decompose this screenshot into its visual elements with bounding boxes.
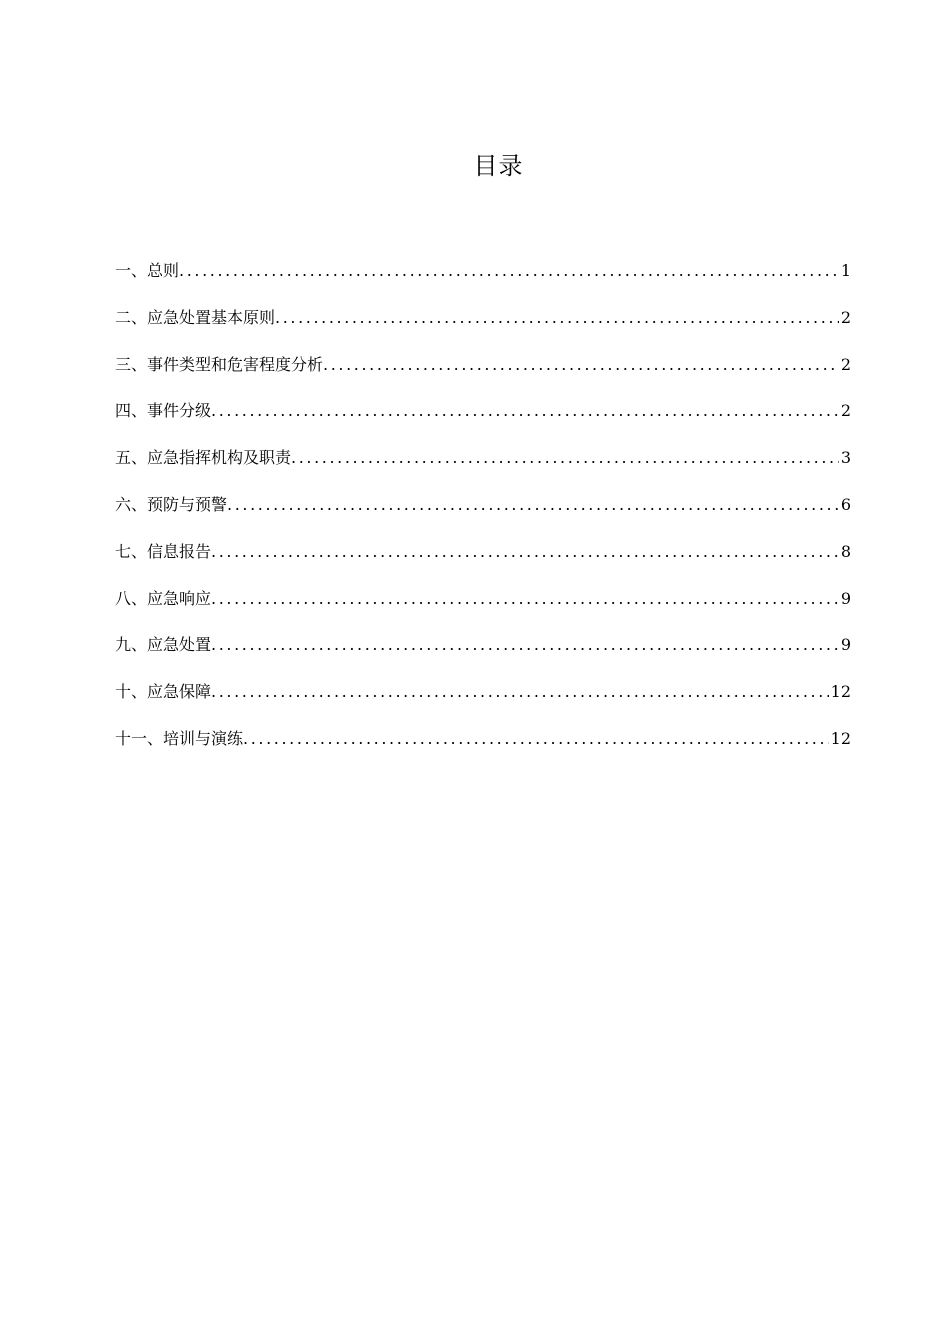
toc-entry-label: 三、事件类型和危害程度分析 (115, 354, 324, 374)
page-title: 目录 (473, 152, 524, 180)
toc-page-number: 2 (840, 307, 851, 327)
toc-entry-basic-principles[interactable] (115, 305, 851, 352)
toc-entry-label: 八、应急响应 (115, 588, 212, 608)
toc-page-number: 1 (840, 261, 851, 280)
toc-entry-label: 十、应急保障 (115, 682, 212, 702)
toc-dot-leader (179, 258, 839, 284)
toc-entry-event-grading[interactable] (115, 398, 851, 445)
toc-page-number: 9 (840, 635, 851, 655)
toc-page-number: 8 (840, 541, 851, 561)
toc-entry-label: 四、事件分级 (115, 401, 212, 421)
toc-page-number: 6 (840, 494, 851, 514)
toc-entry-training-drills[interactable] (115, 726, 851, 773)
toc-dot-leader (291, 445, 839, 471)
toc-entry-label: 五、应急指挥机构及职责 (115, 448, 292, 468)
toc-dot-leader (275, 305, 839, 331)
toc-entry-label: 十一、培训与演练 (115, 728, 244, 748)
toc-entry-label: 九、应急处置 (115, 635, 212, 655)
toc-dot-leader (323, 352, 839, 378)
toc-entry-label: 六、预防与预警 (115, 494, 228, 514)
toc-page-number: 3 (840, 448, 851, 468)
toc-entry-emergency-handling[interactable] (115, 632, 851, 679)
toc-entry-label: 七、信息报告 (115, 541, 212, 561)
toc-entry-label: 二、应急处置基本原则 (115, 307, 276, 327)
toc-page-number: 2 (840, 401, 851, 421)
toc-dot-leader (211, 679, 829, 705)
toc-dot-leader (211, 539, 839, 565)
toc-dot-leader (243, 726, 829, 752)
toc-entry-prevention-warning[interactable] (115, 492, 851, 539)
toc-entry-information-reporting[interactable] (115, 539, 851, 586)
toc-page-number: 12 (830, 682, 851, 702)
toc-dot-leader (211, 398, 839, 424)
toc-entry-emergency-support[interactable] (115, 679, 851, 726)
toc-entry-emergency-response[interactable] (115, 586, 851, 633)
toc-entry-command-structure[interactable] (115, 445, 851, 492)
toc-page-number: 12 (830, 728, 851, 748)
toc-dot-leader (227, 492, 839, 518)
toc-dot-leader (211, 586, 839, 612)
toc-entry-event-types-analysis[interactable] (115, 352, 851, 399)
table-of-contents (115, 258, 851, 773)
toc-dot-leader (211, 632, 839, 658)
toc-page-number: 2 (840, 354, 851, 374)
toc-entry-general-provisions[interactable] (115, 258, 851, 305)
toc-page-number: 9 (840, 588, 851, 608)
toc-entry-label: 一、总则 (115, 261, 180, 280)
